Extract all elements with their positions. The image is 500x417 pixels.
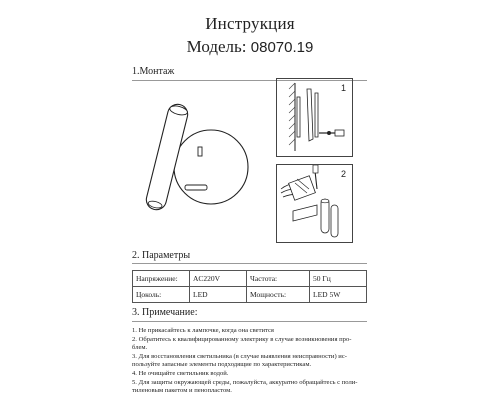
note-line: 3. Для восстановления светильника (в случае выявления неисправности) ис- — [132, 352, 347, 360]
note-line: пользуйте запасные элементы подходящие по характеристикам. — [132, 361, 312, 369]
note-line: 5. Для защиты окружающей среды, пожалуйста, аккуратно обращайтесь с поли- — [132, 378, 358, 386]
table-row — [133, 287, 367, 303]
param-key: Напряжение: — [133, 271, 190, 287]
parameters-table — [132, 270, 367, 303]
section-notes-heading: 3. Примечание: — [132, 307, 198, 318]
param-key: Мощность: — [247, 287, 310, 303]
model-code: 08070.19 — [250, 39, 314, 56]
note-line: блем. — [132, 344, 148, 352]
section-mounting-heading: 1.Монтаж — [132, 66, 175, 77]
product-drawing — [125, 95, 260, 220]
note-line: 4. Не очищайте светильник водой. — [132, 369, 229, 377]
table-row — [133, 271, 367, 287]
section-divider — [132, 263, 367, 264]
param-value: AC220V — [190, 271, 247, 287]
mounting-figure-2 — [276, 164, 353, 243]
section-divider — [132, 321, 367, 322]
model-label: Модель: — [186, 37, 247, 56]
param-value: LED — [190, 287, 247, 303]
param-key: Частота: — [247, 271, 310, 287]
notes-list — [132, 327, 377, 396]
mounting-figure-1 — [276, 78, 353, 157]
document-title: Инструкция — [205, 14, 295, 33]
param-value: LED 5W — [310, 287, 367, 303]
model-line — [0, 37, 500, 57]
param-value: 50 Гц — [310, 271, 367, 287]
note-line: тиленовым пакетом и пенопластом. — [132, 387, 232, 395]
note-line: 2. Обратитесь к квалифицированному электрику в случае возникновения про- — [132, 335, 352, 343]
param-key: Цоколь: — [133, 287, 190, 303]
note-line: 1. Не прикасайтесь к лампочке, когда она светится — [132, 327, 274, 334]
figure-1-number: 1 — [341, 83, 347, 93]
section-parameters-heading: 2. Параметры — [132, 250, 191, 261]
figure-2-number: 2 — [341, 169, 347, 179]
